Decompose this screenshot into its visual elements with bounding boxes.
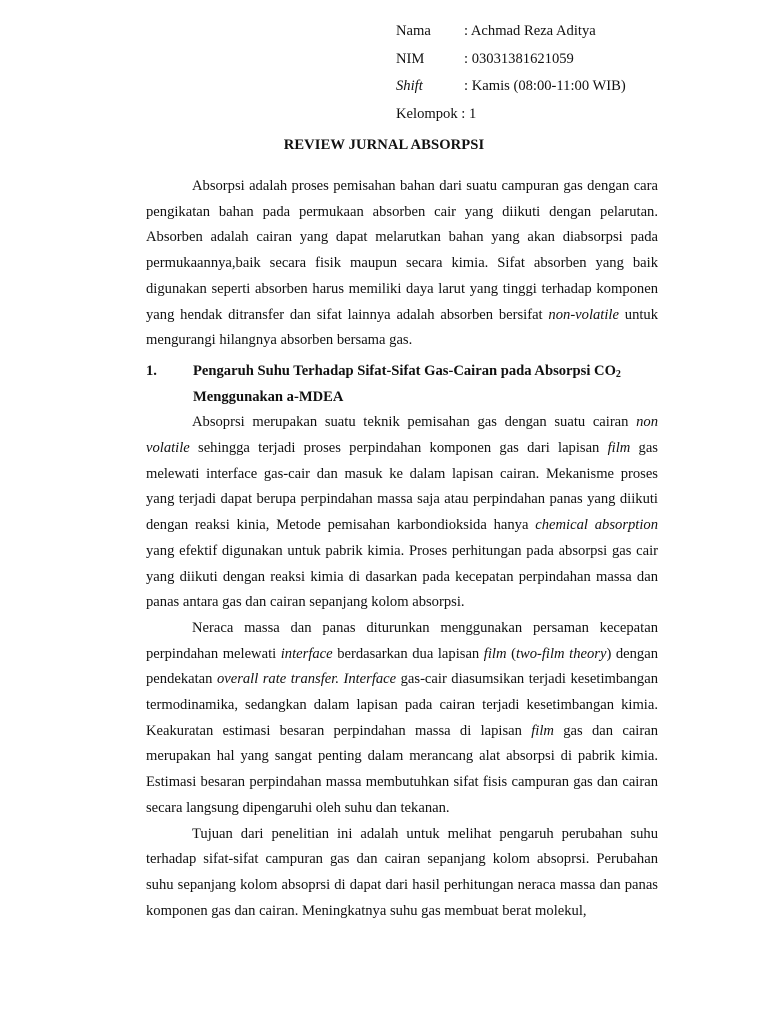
- nim-label: NIM: [396, 50, 425, 67]
- paragraph-3: Tujuan dari penelitian ini adalah untuk melihat pengaruh perubahan suhu terhadap sifat-sifat campuran gas dan cairan sepanjang kolom absoprsi. Perubahan suhu sepanjang kolom absoprsi di dapat dari hasil perhitungan neraca massa dan panas komponen gas dan cairan. Meningkatnya suhu gas membuat berat molekul,: [146, 825, 658, 919]
- nim-row: [396, 48, 726, 76]
- kelompok-label: Kelompok: [396, 105, 458, 122]
- nim-value: : 03031381621059: [464, 50, 574, 67]
- nama-row: [396, 20, 726, 48]
- section-number: 1.: [146, 362, 157, 379]
- shift-label: Shift: [396, 78, 423, 94]
- shift-value: : Kamis (08:00-11:00 WIB): [464, 78, 626, 94]
- nama-value: : Achmad Reza Aditya: [464, 23, 596, 39]
- document-body: [146, 174, 658, 924]
- kelompok-value: : 1: [457, 105, 477, 122]
- student-info: [396, 20, 726, 130]
- paragraph-2: Neraca massa dan panas diturunkan menggunakan persaman kecepatan perpindahan melewati interface berdasarkan dua lapisan film (two-film theory) dengan pendekatan overall rate transfer. Interface gas-cair diasumsikan terjadi kesetimbangan termodinamika, sedangkan dalam lapisan pada cairan terjadi kesetimbangan kimia. Keakuratan estimasi besaran perpindahan massa di lapisan film gas dan cairan merupakan hal yang sangat penting dalam merancang alat absorpsi di pabrik kimia. Estimasi besaran perpindahan massa membutuhkan sifat fisis campuran gas dan cairan secara langsung dipengaruhi oleh suhu dan tekanan.: [146, 619, 659, 816]
- kelompok-row: [396, 103, 726, 131]
- shift-row: [396, 75, 726, 103]
- page-title: REVIEW JURNAL ABSORPSI: [283, 137, 485, 153]
- nama-label: Nama: [396, 23, 431, 39]
- section-1-heading: [146, 359, 658, 410]
- paragraph-1: Absoprsi merupakan suatu teknik pemisahan gas dengan suatu cairan non volatile sehingga terjadi proses perpindahan komponen gas dari lapisan film gas melewati interface gas-cair dan masuk ke dalam lapisan cairan. Mekanisme proses yang terjadi dapat berupa perpindahan massa saja atau perpindahan panas yang diikuti dengan reaksi kinia, Metode pemisahan karbondioksida hanya chemical absorption yang efektif digunakan untuk pabrik kimia. Proses perhitungan pada absorpsi gas cair yang diikuti dengan reaksi kimia di dasarkan pada kecepatan perpindahan massa dan panas antara gas dan cairan sepanjang kolom absorpsi.: [146, 414, 658, 611]
- intro-paragraph: Absorpsi adalah proses pemisahan bahan dari suatu campuran gas dengan cara pengikatan bahan pada permukaan absorben cair yang diikuti dengan pelarutan. Absorben adalah cairan yang dapat melarutkan bahan yang akan diabsorpsi pada permukaannya,baik secara fisik maupun secara kimia. Sifat absorben yang baik digunakan seperti absorben harus memiliki daya larut yang tinggi terhadap komponen yang hendak ditransfer dan sifat lainnya adalah absorben bersifat non-volatile untuk mengurangi hilangnya absorben bersama gas.: [146, 178, 659, 349]
- section-title: Pengaruh Suhu Terhadap Sifat-Sifat Gas-Cairan pada Absorpsi $CO_2$ Menggunakan a-MDEA: [193, 362, 621, 405]
